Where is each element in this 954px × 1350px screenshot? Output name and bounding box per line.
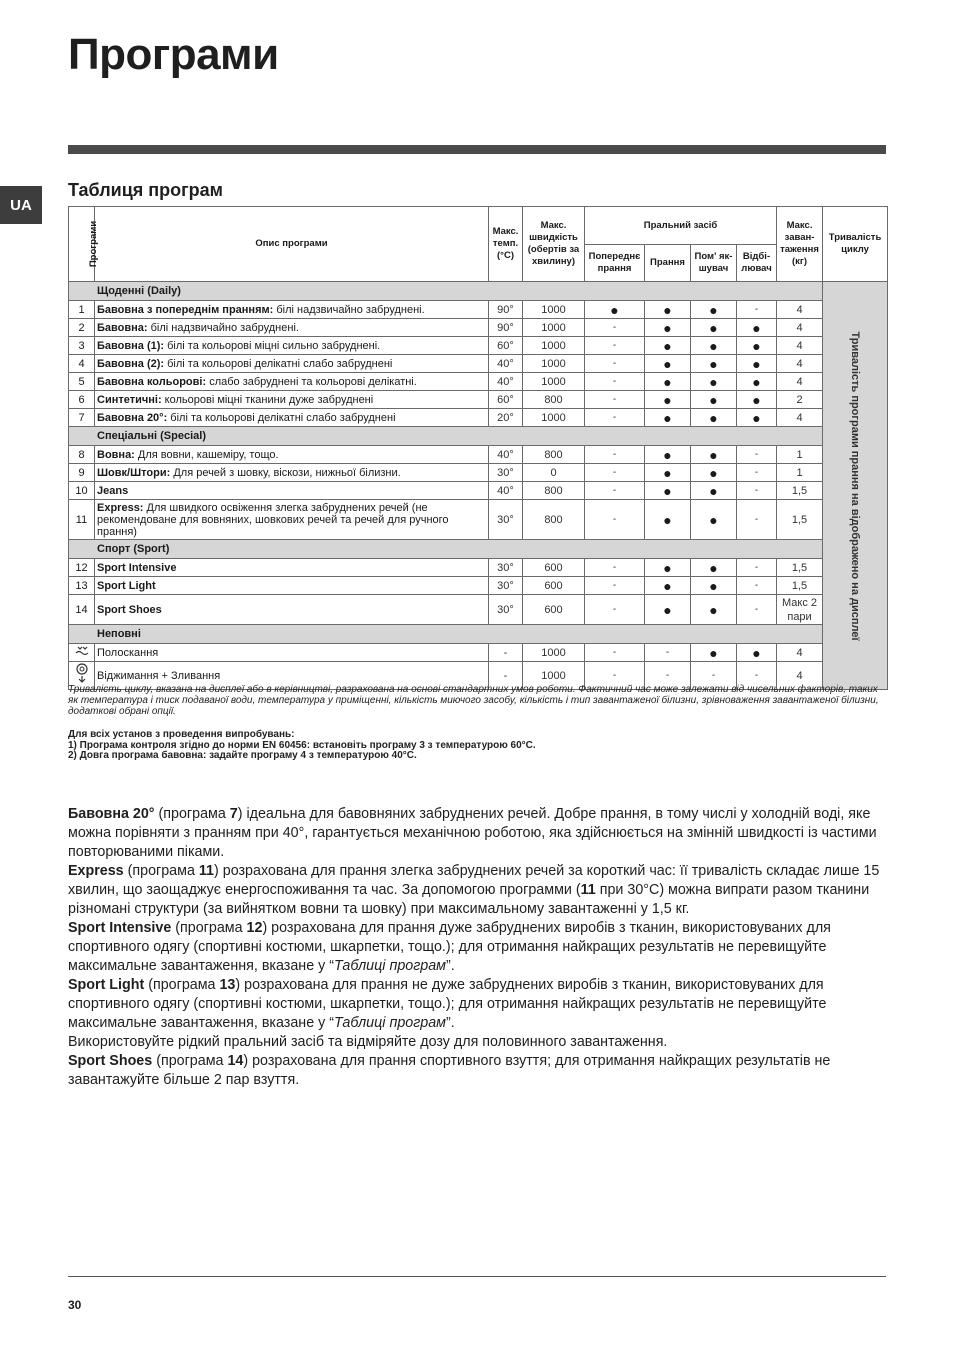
wash-mark: ● xyxy=(645,391,691,409)
paragraph-detergent-tip: Використовуйте рідкий пральний засіб та відміряйте дозу для половинного завантаження. xyxy=(68,1034,668,1050)
max-temp-value: 40° xyxy=(489,482,523,500)
cycle-duration-note: Тривалість циклу, вказана на дисплеї або в керівництві, разрахована на основі стандартних умов роботи. Фактичний час може залежати від чисельних факторів, таких як температура і тиск подаваної води, температура у приміщенні, кількість миючого засобу, кількість і тип завантаженої білизни, зрівноваження завантаженої білизни, додаткові обрані опції. xyxy=(68,684,879,717)
program-description xyxy=(95,482,489,500)
header-duration: Тривалість циклу xyxy=(823,207,888,282)
prewash-mark: - xyxy=(585,319,645,337)
paragraph-sport-shoes: Sport Shoes (програма 14) розрахована для прання спортивного взуття; для отримання найкращих результатів не завантажуйте більше 2 пар взуття. xyxy=(68,1053,831,1088)
bleach-mark: ● xyxy=(737,391,777,409)
program-name: Sport Light xyxy=(97,579,156,592)
program-name: Sport Intensive xyxy=(97,561,177,574)
max-speed-value: 800 xyxy=(523,500,585,540)
bleach-mark: - xyxy=(737,595,777,625)
prewash-mark: - xyxy=(585,644,645,662)
program-number: 10 xyxy=(69,482,95,500)
max-load-value: 2 xyxy=(777,391,823,409)
softener-mark: ● xyxy=(691,464,737,482)
paragraph-sport-intensive: Sport Intensive (програма 12) розрахована для прання дуже забруднених виробів з тканин, використовуваних для спортивного одягу (спортивні костюми, шкарпетки, тощо.); для отримання найкращих результатів не перевищуйте максимальне завантаження, вказане у “Таблиці програм”. xyxy=(68,920,831,974)
max-load-value: 1,5 xyxy=(777,500,823,540)
program-name: Бавовна кольорові: xyxy=(97,375,207,388)
header-divider xyxy=(68,145,886,154)
wash-mark: - xyxy=(645,644,691,662)
max-load-value: 4 xyxy=(777,644,823,662)
max-speed-value: 1000 xyxy=(523,319,585,337)
table-group-row xyxy=(69,625,888,644)
max-speed-value: 1000 xyxy=(523,373,585,391)
softener-mark: ● xyxy=(691,391,737,409)
max-temp-value: - xyxy=(489,644,523,662)
program-description xyxy=(95,464,489,482)
table-row xyxy=(69,391,888,409)
softener-mark: ● xyxy=(691,301,737,319)
header-wash: Прання xyxy=(645,245,691,282)
softener-mark: ● xyxy=(691,595,737,625)
softener-mark: - xyxy=(691,662,737,690)
softener-mark: ● xyxy=(691,559,737,577)
max-load-value: 1,5 xyxy=(777,482,823,500)
program-description xyxy=(95,446,489,464)
header-programs: Програми xyxy=(69,207,95,282)
program-detail: Для швидкого освіження злегка забруднених речей (не рекомендоване для вовняних, шовкових речей та речей для ручного прання) xyxy=(97,501,449,538)
program-name: Jeans xyxy=(97,484,129,497)
paragraph-cotton-20: Бавовна 20° (програма 7) ідеальна для бавовняних забруднених речей. Добре прання, в тому числі у холодній воді, яке можна порівняти з пранням при 40°, гарантується механічною роботою, яка здійснюється на змінній швидкості із частими повторюваними піками. xyxy=(68,806,877,860)
max-speed-value: 1000 xyxy=(523,301,585,319)
paragraph-sport-light: Sport Light (програма 13) розрахована для прання не дуже забруднених виробів з тканин, використовуваних для спортивного одягу (спортивні костюми, шкарпетки, тощо.); для отримання найкращих результатів не перевищуйте максимальне завантаження, вказане у “Таблиці програм”. xyxy=(68,977,827,1031)
wash-mark: ● xyxy=(645,319,691,337)
bleach-mark: - xyxy=(737,662,777,690)
program-detail: Для речей з шовку, віскози, нижньої білизни. xyxy=(170,466,401,479)
program-name: Бавовна 20°: xyxy=(97,411,168,424)
wash-mark: ● xyxy=(645,373,691,391)
table-row xyxy=(69,644,888,662)
max-temp-value: 30° xyxy=(489,577,523,595)
group-label: Спорт (Sport) xyxy=(69,540,823,559)
program-name: Синтетичні: xyxy=(97,393,162,406)
page-number: 30 xyxy=(68,1298,82,1312)
program-name: Бавовна (1): xyxy=(97,339,165,352)
softener-mark: ● xyxy=(691,577,737,595)
table-row xyxy=(69,373,888,391)
program-detail: Для вовни, кашеміру, тощо. xyxy=(134,448,279,461)
program-number: 5 xyxy=(69,373,95,391)
prewash-mark: - xyxy=(585,559,645,577)
program-description xyxy=(95,409,489,427)
program-number: 1 xyxy=(69,301,95,319)
program-number: 13 xyxy=(69,577,95,595)
bleach-mark: - xyxy=(737,301,777,319)
prewash-mark: - xyxy=(585,446,645,464)
max-load-value: 4 xyxy=(777,373,823,391)
header-description: Опис програми xyxy=(95,207,489,282)
max-speed-value: 800 xyxy=(523,482,585,500)
header-max-load: Макс. заван-таження (кг) xyxy=(777,207,823,282)
wash-mark: ● xyxy=(645,559,691,577)
max-load-value: 1,5 xyxy=(777,559,823,577)
wash-mark: ● xyxy=(645,301,691,319)
max-temp-value: 90° xyxy=(489,301,523,319)
program-name: Express: xyxy=(97,501,144,514)
testing-notes xyxy=(68,730,886,762)
program-name: Бавовна: xyxy=(97,321,148,334)
program-detail: Віджимання + Зливання xyxy=(97,669,221,682)
bleach-mark: - xyxy=(737,577,777,595)
max-speed-value: 600 xyxy=(523,577,585,595)
max-temp-value: 30° xyxy=(489,595,523,625)
bleach-mark: - xyxy=(737,446,777,464)
program-number: 9 xyxy=(69,464,95,482)
table-group-row xyxy=(69,540,888,559)
header-prewash: Попереднє прання xyxy=(585,245,645,282)
program-number: 11 xyxy=(69,500,95,540)
program-description xyxy=(95,595,489,625)
wash-mark: ● xyxy=(645,409,691,427)
prewash-mark: - xyxy=(585,482,645,500)
bleach-mark: - xyxy=(737,464,777,482)
prewash-mark: - xyxy=(585,337,645,355)
max-load-value: Макс 2 пари xyxy=(777,595,823,625)
softener-mark: ● xyxy=(691,355,737,373)
program-number: 7 xyxy=(69,409,95,427)
testing-item-2: 2) Довга програма бавовна: задайте програму 4 з температурою 40°C. xyxy=(68,750,417,761)
table-row xyxy=(69,595,888,625)
max-speed-value: 0 xyxy=(523,464,585,482)
header-bleach: Відбі-лювач xyxy=(737,245,777,282)
softener-mark: ● xyxy=(691,409,737,427)
program-number: 3 xyxy=(69,337,95,355)
wash-mark: ● xyxy=(645,577,691,595)
bleach-mark: ● xyxy=(737,337,777,355)
testing-title: Для всіх установ з проведення випробувань: xyxy=(68,729,295,740)
header-softener: Пом' як-шувач xyxy=(691,245,737,282)
table-group-row xyxy=(69,427,888,446)
program-description xyxy=(95,355,489,373)
program-detail: білі надзвичайно забруднені. xyxy=(273,303,425,316)
prewash-mark: - xyxy=(585,595,645,625)
program-description xyxy=(95,500,489,540)
wash-mark: ● xyxy=(645,595,691,625)
max-temp-value: - xyxy=(489,662,523,690)
max-temp-value: 30° xyxy=(489,464,523,482)
max-load-value: 4 xyxy=(777,301,823,319)
duration-note: Тривалість програми прання на відображено на дисплеї xyxy=(849,330,862,641)
softener-mark: ● xyxy=(691,319,737,337)
table-row xyxy=(69,409,888,427)
footer-divider xyxy=(68,1276,886,1277)
bleach-mark: ● xyxy=(737,373,777,391)
bleach-mark: ● xyxy=(737,319,777,337)
max-temp-value: 40° xyxy=(489,355,523,373)
program-number: 8 xyxy=(69,446,95,464)
program-name: Шовк/Штори: xyxy=(97,466,171,479)
table-row xyxy=(69,355,888,373)
max-load-value: 1 xyxy=(777,446,823,464)
bleach-mark: ● xyxy=(737,409,777,427)
bleach-mark: ● xyxy=(737,355,777,373)
max-load-value: 1 xyxy=(777,464,823,482)
program-detail: білі надзвичайно забруднені. xyxy=(147,321,299,334)
paragraph-express: Express (програма 11) розрахована для прання злегка забруднених речей за короткий час: її тривалість складає лише 15 хвилин, що заощаджує енергоспоживання та час. За допомогою программи (11 при 30°C) можна випрати разом тканини різномані структури (за вийнятком вовни та шовку) при максимальному завантаженні у 1,5 кг. xyxy=(68,863,880,917)
bleach-mark: - xyxy=(737,482,777,500)
prewash-mark: - xyxy=(585,464,645,482)
max-load-value: 1,5 xyxy=(777,577,823,595)
prewash-mark: - xyxy=(585,391,645,409)
program-description xyxy=(95,319,489,337)
rinse-icon xyxy=(69,644,95,662)
program-description xyxy=(95,337,489,355)
prewash-mark: - xyxy=(585,577,645,595)
max-temp-value: 40° xyxy=(489,446,523,464)
softener-mark: ● xyxy=(691,482,737,500)
program-description xyxy=(95,644,489,662)
table-row xyxy=(69,337,888,355)
program-detail: білі та кольорові делікатні слабо забруднені xyxy=(164,357,393,370)
duration-cell xyxy=(823,282,888,690)
softener-mark: ● xyxy=(691,500,737,540)
max-temp-value: 60° xyxy=(489,391,523,409)
program-name: Бавовна з попереднім пранням: xyxy=(97,303,274,316)
softener-mark: ● xyxy=(691,337,737,355)
table-row xyxy=(69,446,888,464)
table-row xyxy=(69,301,888,319)
max-speed-value: 800 xyxy=(523,446,585,464)
program-description xyxy=(95,373,489,391)
program-number: 4 xyxy=(69,355,95,373)
program-description xyxy=(95,559,489,577)
max-speed-value: 1000 xyxy=(523,409,585,427)
max-temp-value: 30° xyxy=(489,500,523,540)
program-description xyxy=(95,301,489,319)
program-name: Вовна: xyxy=(97,448,135,461)
wash-mark: ● xyxy=(645,464,691,482)
max-speed-value: 800 xyxy=(523,391,585,409)
max-speed-value: 1000 xyxy=(523,355,585,373)
prewash-mark: - xyxy=(585,500,645,540)
max-load-value: 4 xyxy=(777,662,823,690)
max-load-value: 4 xyxy=(777,409,823,427)
program-number: 12 xyxy=(69,559,95,577)
program-number: 14 xyxy=(69,595,95,625)
testing-item-1: 1) Програма контроля згідно до норми EN 60456: встановіть програму 3 з температурою 60°C. xyxy=(68,739,536,751)
max-load-value: 4 xyxy=(777,337,823,355)
max-load-value: 4 xyxy=(777,319,823,337)
programs-table xyxy=(68,206,888,690)
max-temp-value: 30° xyxy=(489,559,523,577)
table-row xyxy=(69,464,888,482)
section-title: Таблиця програм xyxy=(68,180,223,200)
max-load-value: 4 xyxy=(777,355,823,373)
wash-mark: ● xyxy=(645,355,691,373)
prewash-mark: - xyxy=(585,355,645,373)
table-row xyxy=(69,482,888,500)
group-label: Спеціальні (Special) xyxy=(69,427,823,446)
wash-mark: ● xyxy=(645,500,691,540)
bleach-mark: - xyxy=(737,559,777,577)
prewash-mark: - xyxy=(585,409,645,427)
table-group-row xyxy=(69,282,888,301)
table-row xyxy=(69,559,888,577)
bleach-mark: ● xyxy=(737,644,777,662)
prewash-mark: - xyxy=(585,373,645,391)
softener-mark: ● xyxy=(691,446,737,464)
program-name: Sport Shoes xyxy=(97,603,162,616)
softener-mark: ● xyxy=(691,373,737,391)
group-label: Щоденні (Daily) xyxy=(69,282,823,301)
header-max-speed: Макс. швидкість (обертів за хвилину) xyxy=(523,207,585,282)
program-detail: білі та кольорові міцні сильно забруднені. xyxy=(164,339,381,352)
max-speed-value: 600 xyxy=(523,595,585,625)
program-number: 2 xyxy=(69,319,95,337)
table-row xyxy=(69,577,888,595)
max-temp-value: 40° xyxy=(489,373,523,391)
prewash-mark: ● xyxy=(585,301,645,319)
bleach-mark: - xyxy=(737,500,777,540)
language-tab: UA xyxy=(0,186,42,224)
program-description xyxy=(95,577,489,595)
program-detail: кольорові міцні тканини дуже забруднені xyxy=(161,393,374,406)
group-label: Неповні xyxy=(69,625,823,644)
table-row xyxy=(69,319,888,337)
table-row xyxy=(69,500,888,540)
header-detergent: Пральний засіб xyxy=(585,207,777,245)
max-speed-value: 1000 xyxy=(523,662,585,690)
max-temp-value: 60° xyxy=(489,337,523,355)
max-speed-value: 1000 xyxy=(523,337,585,355)
program-detail: слабо забруднені та кольорові делікатні. xyxy=(206,375,417,388)
program-descriptions xyxy=(68,805,886,1090)
softener-mark: ● xyxy=(691,644,737,662)
max-speed-value: 600 xyxy=(523,559,585,577)
program-name: Бавовна (2): xyxy=(97,357,165,370)
max-temp-value: 20° xyxy=(489,409,523,427)
max-speed-value: 1000 xyxy=(523,644,585,662)
header-max-temp: Макс. темп. (°С) xyxy=(489,207,523,282)
max-temp-value: 90° xyxy=(489,319,523,337)
wash-mark: ● xyxy=(645,446,691,464)
program-number: 6 xyxy=(69,391,95,409)
wash-mark: ● xyxy=(645,482,691,500)
wash-mark: - xyxy=(645,662,691,690)
program-description xyxy=(95,391,489,409)
wash-mark: ● xyxy=(645,337,691,355)
prewash-mark: - xyxy=(585,662,645,690)
page-title: Програми xyxy=(68,30,279,79)
program-detail: білі та кольорові делікатні слабо забруднені xyxy=(167,411,396,424)
program-detail: Полоскання xyxy=(97,646,159,659)
